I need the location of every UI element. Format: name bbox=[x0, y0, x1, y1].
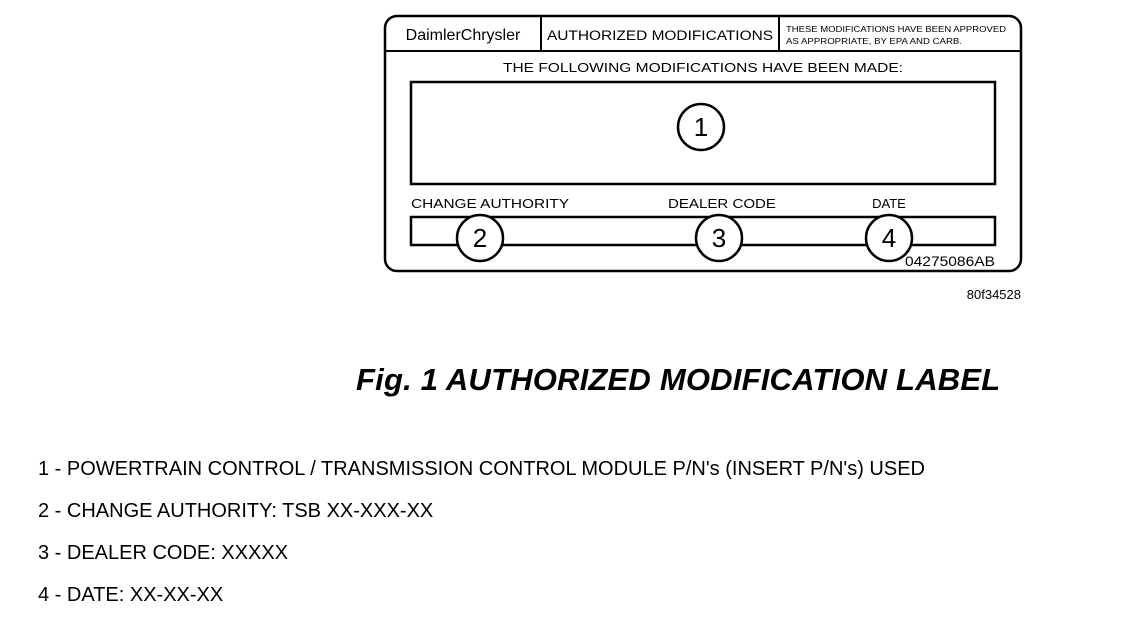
field-label-change-authority: CHANGE AUTHORITY bbox=[411, 196, 570, 211]
field-label-dealer-code: DEALER CODE bbox=[668, 196, 777, 211]
callout-legend bbox=[38, 457, 925, 625]
callout-number-4: 4 bbox=[881, 223, 897, 253]
part-number-text: 04275086AB bbox=[905, 253, 995, 269]
callout-number-2: 2 bbox=[472, 223, 488, 253]
callout-number-1: 1 bbox=[693, 112, 709, 142]
brand-text: DaimlerChrysler bbox=[405, 27, 521, 44]
legend-item: 4 - DATE: XX-XX-XX bbox=[38, 584, 224, 606]
field-label-date: DATE bbox=[872, 196, 906, 211]
instruction-text: THE FOLLOWING MODIFICATIONS HAVE BEEN MADE: bbox=[503, 60, 903, 75]
legend-item: 1 - POWERTRAIN CONTROL / TRANSMISSION CONTROL MODULE P/N's (INSERT P/N's) USED bbox=[38, 458, 926, 480]
approval-note-line1: THESE MODIFICATIONS HAVE BEEN APPROVED bbox=[786, 25, 1007, 34]
callout-number-3: 3 bbox=[711, 223, 727, 253]
heading-text: AUTHORIZED MODIFICATIONS bbox=[547, 28, 773, 43]
approval-note-line2: AS APPROPRIATE, BY EPA AND CARB. bbox=[786, 37, 962, 46]
legend-item: 2 - CHANGE AUTHORITY: TSB XX-XXX-XX bbox=[38, 500, 434, 522]
figure-id-text: 80f34528 bbox=[966, 287, 1021, 302]
legend-item: 3 - DEALER CODE: XXXXX bbox=[38, 542, 289, 564]
figure-caption: Fig. 1 AUTHORIZED MODIFICATION LABEL bbox=[356, 362, 1001, 397]
